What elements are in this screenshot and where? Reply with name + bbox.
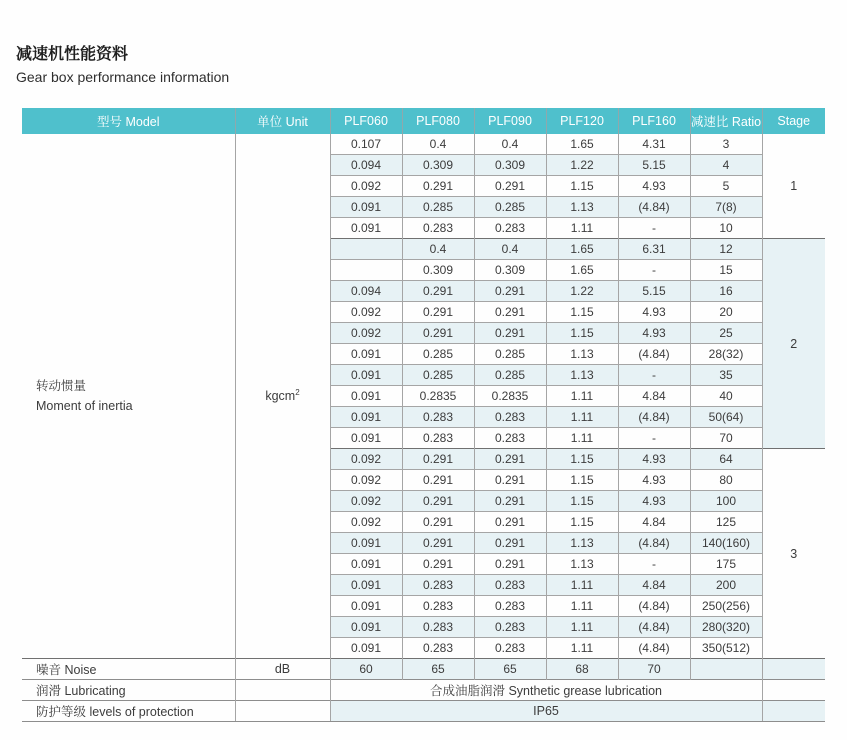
plf060-value: 0.092 [330, 449, 402, 470]
plf120-value: 1.11 [546, 638, 618, 659]
plf120-value: 1.11 [546, 428, 618, 449]
header-plf120: PLF120 [546, 108, 618, 134]
plf060-value: 0.091 [330, 386, 402, 407]
plf080-value: 0.291 [402, 176, 474, 197]
protection-unit-cell [235, 701, 330, 722]
plf080-value: 0.283 [402, 617, 474, 638]
noise-value-plf160: 70 [618, 659, 690, 680]
plf160-value: 5.15 [618, 281, 690, 302]
ratio-value: 200 [690, 575, 762, 596]
plf090-value: 0.291 [474, 470, 546, 491]
ratio-value: 15 [690, 260, 762, 281]
ratio-value: 5 [690, 176, 762, 197]
plf090-value: 0.291 [474, 554, 546, 575]
ratio-value: 40 [690, 386, 762, 407]
plf120-value: 1.13 [546, 344, 618, 365]
plf090-value: 0.4 [474, 134, 546, 155]
table-footer [22, 659, 825, 722]
plf090-value: 0.283 [474, 617, 546, 638]
plf120-value: 1.11 [546, 386, 618, 407]
header-row [22, 108, 825, 134]
plf160-value: (4.84) [618, 638, 690, 659]
data-row [22, 134, 825, 155]
plf160-value: (4.84) [618, 344, 690, 365]
plf060-value: 0.092 [330, 176, 402, 197]
plf060-value: 0.091 [330, 596, 402, 617]
plf060-value: 0.091 [330, 638, 402, 659]
plf060-value: 0.091 [330, 575, 402, 596]
gearbox-performance-table [22, 108, 825, 722]
plf160-value: - [618, 218, 690, 239]
plf090-value: 0.283 [474, 407, 546, 428]
plf090-value: 0.291 [474, 449, 546, 470]
noise-value-plf090: 65 [474, 659, 546, 680]
plf060-value: 0.091 [330, 344, 402, 365]
plf060-value: 0.092 [330, 470, 402, 491]
plf090-value: 0.291 [474, 281, 546, 302]
plf120-value: 1.65 [546, 134, 618, 155]
plf060-value: 0.091 [330, 218, 402, 239]
noise-ratio-cell [690, 659, 762, 680]
stage-value: 1 [762, 134, 825, 239]
header-model: 型号 Model [22, 108, 235, 134]
ratio-value: 25 [690, 323, 762, 344]
header-unit: 单位 Unit [235, 108, 330, 134]
ratio-value: 20 [690, 302, 762, 323]
plf120-value: 1.11 [546, 575, 618, 596]
plf080-value: 0.2835 [402, 386, 474, 407]
plf160-value: 4.93 [618, 470, 690, 491]
plf120-value: 1.13 [546, 365, 618, 386]
plf080-value: 0.291 [402, 491, 474, 512]
protection-stage-cell [762, 701, 825, 722]
plf060-value: 0.092 [330, 491, 402, 512]
plf080-value: 0.291 [402, 533, 474, 554]
ratio-value: 280(320) [690, 617, 762, 638]
plf060-value: 0.092 [330, 512, 402, 533]
plf080-value: 0.291 [402, 470, 474, 491]
page-title-en: Gear box performance information [16, 69, 230, 85]
ratio-value: 140(160) [690, 533, 762, 554]
plf160-value: 4.84 [618, 386, 690, 407]
plf080-value: 0.291 [402, 449, 474, 470]
unit-kgcm2: kgcm$^2$ [235, 134, 330, 659]
plf120-value: 1.13 [546, 554, 618, 575]
plf120-value: 1.15 [546, 449, 618, 470]
plf080-value: 0.285 [402, 365, 474, 386]
plf090-value: 0.291 [474, 176, 546, 197]
plf120-value: 1.15 [546, 302, 618, 323]
plf120-value: 1.13 [546, 197, 618, 218]
protection-value: IP65 [330, 701, 762, 722]
plf160-value: 6.31 [618, 239, 690, 260]
plf080-value: 0.309 [402, 260, 474, 281]
plf160-value: 4.84 [618, 512, 690, 533]
plf120-value: 1.15 [546, 176, 618, 197]
plf060-value: 0.091 [330, 554, 402, 575]
plf120-value: 1.15 [546, 323, 618, 344]
plf090-value: 0.4 [474, 239, 546, 260]
ratio-value: 28(32) [690, 344, 762, 365]
header-plf160: PLF160 [618, 108, 690, 134]
plf120-value: 1.15 [546, 470, 618, 491]
plf060-value: 0.094 [330, 281, 402, 302]
ratio-value: 64 [690, 449, 762, 470]
stage-value: 2 [762, 239, 825, 449]
plf160-value: 5.15 [618, 155, 690, 176]
plf090-value: 0.309 [474, 260, 546, 281]
plf080-value: 0.283 [402, 218, 474, 239]
lubricating-label: 润滑 Lubricating [22, 680, 235, 701]
plf090-value: 0.283 [474, 575, 546, 596]
plf060-value: 0.091 [330, 197, 402, 218]
plf080-value: 0.283 [402, 596, 474, 617]
plf060-value [330, 239, 402, 260]
row-label-moment-of-inertia: 转动惯量 Moment of inertia [22, 134, 235, 659]
header-plf060: PLF060 [330, 108, 402, 134]
plf060-value: 0.091 [330, 365, 402, 386]
noise-row [22, 659, 825, 680]
plf080-value: 0.4 [402, 134, 474, 155]
plf090-value: 0.291 [474, 302, 546, 323]
plf120-value: 1.22 [546, 155, 618, 176]
plf060-value: 0.091 [330, 407, 402, 428]
plf060-value: 0.091 [330, 533, 402, 554]
ratio-value: 12 [690, 239, 762, 260]
plf160-value: (4.84) [618, 533, 690, 554]
ratio-value: 35 [690, 365, 762, 386]
plf160-value: 4.93 [618, 491, 690, 512]
plf090-value: 0.283 [474, 218, 546, 239]
plf090-value: 0.283 [474, 596, 546, 617]
plf090-value: 0.283 [474, 428, 546, 449]
header-stage: Stage [762, 108, 825, 134]
plf060-value: 0.091 [330, 428, 402, 449]
ratio-value: 175 [690, 554, 762, 575]
stage-value: 3 [762, 449, 825, 659]
plf160-value: - [618, 554, 690, 575]
plf080-value: 0.291 [402, 554, 474, 575]
plf080-value: 0.291 [402, 281, 474, 302]
plf160-value: 4.31 [618, 134, 690, 155]
header-plf090: PLF090 [474, 108, 546, 134]
plf160-value: 4.93 [618, 176, 690, 197]
plf160-value: - [618, 365, 690, 386]
plf090-value: 0.291 [474, 512, 546, 533]
header-plf080: PLF080 [402, 108, 474, 134]
plf160-value: (4.84) [618, 407, 690, 428]
plf090-value: 0.285 [474, 365, 546, 386]
plf120-value: 1.15 [546, 491, 618, 512]
plf120-value: 1.65 [546, 239, 618, 260]
ratio-value: 50(64) [690, 407, 762, 428]
plf080-value: 0.4 [402, 239, 474, 260]
plf080-value: 0.291 [402, 512, 474, 533]
plf080-value: 0.291 [402, 323, 474, 344]
plf090-value: 0.283 [474, 638, 546, 659]
ratio-value: 80 [690, 470, 762, 491]
plf160-value: 4.93 [618, 323, 690, 344]
lubricating-unit-cell [235, 680, 330, 701]
noise-stage-cell [762, 659, 825, 680]
plf090-value: 0.285 [474, 197, 546, 218]
plf090-value: 0.309 [474, 155, 546, 176]
plf160-value: (4.84) [618, 197, 690, 218]
plf120-value: 1.11 [546, 617, 618, 638]
plf090-value: 0.291 [474, 533, 546, 554]
ratio-value: 10 [690, 218, 762, 239]
plf120-value: 1.65 [546, 260, 618, 281]
page-title-zh: 减速机性能资料 [16, 46, 129, 63]
plf060-value: 0.092 [330, 323, 402, 344]
noise-label: 噪音 Noise [22, 659, 235, 680]
protection-label: 防护等级 levels of protection [22, 701, 235, 722]
plf090-value: 0.291 [474, 491, 546, 512]
plf120-value: 1.22 [546, 281, 618, 302]
plf080-value: 0.283 [402, 407, 474, 428]
plf080-value: 0.283 [402, 428, 474, 449]
ratio-value: 100 [690, 491, 762, 512]
table-body [22, 134, 825, 659]
plf120-value: 1.15 [546, 512, 618, 533]
noise-value-plf060: 60 [330, 659, 402, 680]
ratio-value: 350(512) [690, 638, 762, 659]
plf080-value: 0.283 [402, 575, 474, 596]
plf060-value [330, 260, 402, 281]
lubricating-stage-cell [762, 680, 825, 701]
plf120-value: 1.11 [546, 596, 618, 617]
plf080-value: 0.309 [402, 155, 474, 176]
plf090-value: 0.285 [474, 344, 546, 365]
plf060-value: 0.091 [330, 617, 402, 638]
plf120-value: 1.11 [546, 218, 618, 239]
lubricating-row [22, 680, 825, 701]
ratio-value: 7(8) [690, 197, 762, 218]
plf160-value: (4.84) [618, 596, 690, 617]
plf060-value: 0.107 [330, 134, 402, 155]
plf160-value: 4.93 [618, 449, 690, 470]
plf060-value: 0.092 [330, 302, 402, 323]
plf160-value: 4.93 [618, 302, 690, 323]
ratio-value: 125 [690, 512, 762, 533]
plf080-value: 0.285 [402, 344, 474, 365]
plf160-value: (4.84) [618, 617, 690, 638]
plf120-value: 1.13 [546, 533, 618, 554]
plf160-value: - [618, 428, 690, 449]
plf160-value: - [618, 260, 690, 281]
plf080-value: 0.291 [402, 302, 474, 323]
protection-row [22, 701, 825, 722]
plf080-value: 0.283 [402, 638, 474, 659]
plf120-value: 1.11 [546, 407, 618, 428]
plf090-value: 0.2835 [474, 386, 546, 407]
table-header [22, 108, 825, 134]
header-ratio: 减速比 Ratio [690, 108, 762, 134]
ratio-value: 4 [690, 155, 762, 176]
plf080-value: 0.285 [402, 197, 474, 218]
ratio-value: 3 [690, 134, 762, 155]
ratio-value: 16 [690, 281, 762, 302]
ratio-value: 70 [690, 428, 762, 449]
plf060-value: 0.094 [330, 155, 402, 176]
ratio-value: 250(256) [690, 596, 762, 617]
noise-unit: dB [235, 659, 330, 680]
noise-value-plf080: 65 [402, 659, 474, 680]
lubricating-value: 合成油脂润滑 Synthetic grease lubrication [330, 680, 762, 701]
plf090-value: 0.291 [474, 323, 546, 344]
plf160-value: 4.84 [618, 575, 690, 596]
noise-value-plf120: 68 [546, 659, 618, 680]
